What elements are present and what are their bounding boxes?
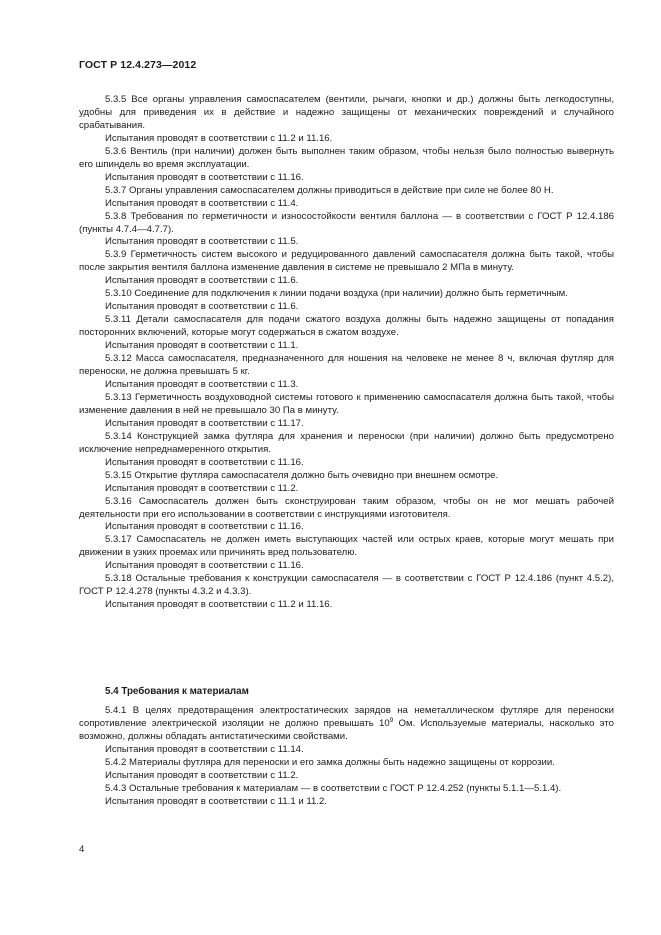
document-header: ГОСТ Р 12.4.273—2012 [79, 59, 197, 71]
paragraph: Испытания проводят в соответствии с 11.1. [105, 340, 299, 352]
paragraph: 5.3.17 Самоспасатель не должен иметь выступающих частей или острых краев, которые могут мешать при движении в узких проемах или причинять вред пользователю. [79, 534, 614, 559]
paragraph: Испытания проводят в соответствии с 11.16. [105, 560, 304, 572]
paragraph: 5.4.3 Остальные требования к материалам — в соответствии с ГОСТ Р 12.4.252 (пункты 5.1.1—5.1.4). [105, 782, 562, 794]
paragraph: Испытания проводят в соответствии с 11.6. [105, 301, 299, 313]
paragraph: Испытания проводят в соответствии с 11.2. [105, 482, 299, 494]
paragraph-text: Ом. Используемые материалы, насколько это возможно, должны обладать антистатическими свойствами. [79, 717, 614, 742]
paragraph: 5.3.16 Самоспасатель должен быть сконструирован таким образом, чтобы он не мог мешать рабочей деятельности при его использовании в соответствии с инструкциями изготовителя. [79, 495, 614, 520]
paragraph: 5.3.6 Вентиль (при наличии) должен быть выполнен таким образом, чтобы нельзя было полностью вывернуть его шпиндель во время эксплуатации. [79, 145, 614, 170]
paragraph-text: 5.4.1 В целях предотвращения электростатических зарядов на неметаллическом футляре для переноски сопротивление электрической изоляции не должно превышать 10 [79, 705, 614, 729]
paragraph: 5.3.8 Требования по герметичности и износостойкости вентиля баллона — в соответствии с ГОСТ Р 12.4.186 (пункты 4.7.4—4.7.7). [79, 210, 614, 235]
paragraph: 5.3.12 Масса самоспасателя, предназначенного для ношения на человеке не менее 8 ч, включая футляр для переноски, не должна превышать 5 кг. [79, 353, 614, 378]
section-5-3-body [79, 94, 614, 612]
paragraph: Испытания проводят в соответствии с 11.2 и 11.16. [105, 599, 333, 611]
paragraph: Испытания проводят в соответствии с 11.16. [105, 456, 304, 468]
paragraph: 5.3.5 Все органы управления самоспасателем (вентили, рычаги, кнопки и др.) должны быть легкодоступны, удобны для приведения их в действие и надежно защищены от механических повреждений и случайного срабатывания. [79, 94, 614, 131]
paragraph [79, 705, 614, 744]
page-number: 4 [79, 844, 85, 855]
paragraph: 5.3.15 Открытие футляра самоспасателя должно быть очевидно при внешнем осмотре. [105, 469, 499, 481]
paragraph: 5.3.9 Герметичность систем высокого и редуцированного давлений самоспасателя должна быть такой, чтобы после закрытия вентиля баллона изменение давления в системе не превышало 2 МПа в минуту. [79, 249, 614, 274]
paragraph: Испытания проводят в соответствии с 11.16. [105, 521, 304, 533]
paragraph: Испытания проводят в соответствии с 11.1 и 11.2. [105, 795, 327, 807]
paragraph: 5.3.14 Конструкцией замка футляра для хранения и переноски (при наличии) должно быть предусмотрено исключение непреднамеренного открытия. [79, 430, 614, 455]
paragraph: Испытания проводят в соответствии с 11.17. [105, 417, 304, 429]
superscript: 9 [389, 716, 394, 724]
paragraph: Испытания проводят в соответствии с 11.2 и 11.16. [105, 132, 333, 144]
paragraph: 5.3.7 Органы управления самоспасателем должны приводиться в действие при силе не более 80 Н. [105, 184, 554, 196]
paragraph: Испытания проводят в соответствии с 11.3. [105, 378, 299, 390]
paragraph: Испытания проводят в соответствии с 11.2. [105, 769, 299, 781]
paragraph: Испытания проводят в соответствии с 11.14. [105, 743, 304, 755]
paragraph: Испытания проводят в соответствии с 11.16. [105, 171, 304, 183]
section-heading: 5.4 Требования к материалам [105, 686, 249, 697]
paragraph: Испытания проводят в соответствии с 11.4. [105, 197, 299, 209]
paragraph: Испытания проводят в соответствии с 11.5. [105, 236, 299, 248]
paragraph: 5.3.10 Соединение для подключения к линии подачи воздуха (при наличии) должно быть герметичным. [105, 288, 568, 300]
paragraph: 5.4.2 Материалы футляра для переноски и его замка должны быть надежно защищены от коррозии. [105, 756, 555, 768]
paragraph: 5.3.11 Детали самоспасателя для подачи сжатого воздуха должны быть надежно защищены от попадания посторонних включений, которые могут содержаться в сжатом воздухе. [79, 314, 614, 339]
section-5-4-body [79, 705, 614, 809]
paragraph: 5.3.18 Остальные требования к конструкции самоспасателя — в соответствии с ГОСТ Р 12.4.186 (пункт 4.5.2), ГОСТ Р 12.4.278 (пункты 4.3.2 и 4.3.3). [79, 573, 614, 598]
paragraph: 5.3.13 Герметичность воздуховодной системы готового к применению самоспасателя должна быть такой, чтобы изменение давления в ней не превышало 30 Па в минуту. [79, 391, 614, 416]
paragraph: Испытания проводят в соответствии с 11.6. [105, 275, 299, 287]
